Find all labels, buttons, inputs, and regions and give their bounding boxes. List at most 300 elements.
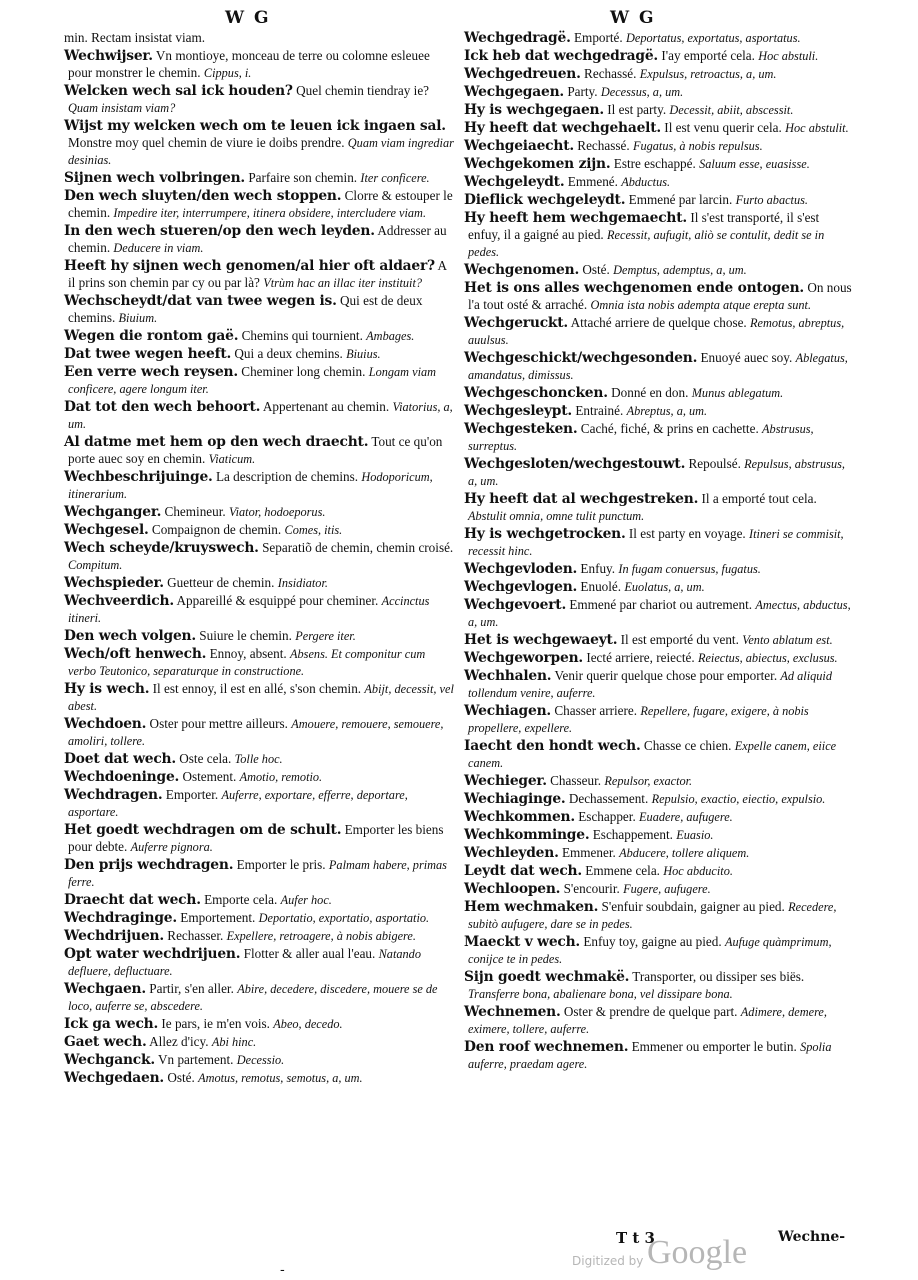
dictionary-entry xyxy=(64,928,454,945)
entry-french: I'ay emporté cela. xyxy=(658,48,759,63)
entry-latin: Repulsus, abstrusus, a, um. xyxy=(468,457,845,488)
entry-latin: Aufuge quàmprimum, conijce te in pedes. xyxy=(468,935,832,966)
entry-french: Appareillé & esquippé pour cheminer. xyxy=(173,593,382,608)
entry-headword: Wechiagen. xyxy=(464,703,552,719)
entry-french: Enfuy. xyxy=(577,561,619,576)
entry-french: Enuolé. xyxy=(577,579,625,594)
dictionary-entry xyxy=(64,170,454,187)
entry-headword: Het is ons alles wechgenomen ende ontogen. xyxy=(464,280,805,296)
dictionary-entry xyxy=(64,1052,454,1069)
entry-latin: Decessit, abiit, abscessit. xyxy=(669,103,794,117)
entry-french: Emporté. xyxy=(570,30,627,45)
entry-latin: Tolle hoc. xyxy=(234,752,283,766)
entry-latin: Abstulit omnia, omne tulit punctum. xyxy=(468,509,645,523)
entry-french: Ennoy, absent. xyxy=(206,646,291,661)
entry-headword: Wechgevoert. xyxy=(464,597,567,613)
entry-french: Partir, s'en aller. xyxy=(145,981,238,996)
entry-french: Eschapper. xyxy=(574,809,640,824)
entry-french: Rechassé. xyxy=(573,138,633,153)
dictionary-entry xyxy=(464,350,854,384)
dictionary-entry xyxy=(464,650,854,667)
entry-latin: Decessio. xyxy=(236,1053,285,1067)
entry-headword: Wechgeschickt/wechgesonden. xyxy=(464,350,698,366)
entry-french: Emporter les biens pour debte. xyxy=(68,822,444,854)
entry-latin: Iter conficere. xyxy=(360,171,430,185)
dictionary-entry xyxy=(64,575,454,592)
entry-french: Il est party. xyxy=(603,102,670,117)
entry-latin: Viaticum. xyxy=(208,452,256,466)
dictionary-entry xyxy=(64,981,454,1015)
entry-french: Emporter. xyxy=(162,787,222,802)
entry-french: Donné en don. xyxy=(607,385,692,400)
entry-latin: Repulsio, exactio, eiectio, expulsio. xyxy=(651,792,826,806)
dictionary-entry xyxy=(464,899,854,933)
dictionary-entry xyxy=(464,881,854,898)
entry-french: min. Rectam insistat viam. xyxy=(64,30,206,45)
dictionary-entry xyxy=(64,787,454,821)
entry-french: Cheminer long chemin. xyxy=(237,364,369,379)
entry-headword: Het goedt wechdragen om de schult. xyxy=(64,822,342,838)
entry-headword: Wechspieder. xyxy=(64,575,164,591)
dictionary-entry xyxy=(464,262,854,279)
entry-headword: Den prijs wechdragen. xyxy=(64,857,234,873)
entry-latin: Euolatus, a, um. xyxy=(624,580,705,594)
entry-french: Allez d'icy. xyxy=(146,1034,212,1049)
entry-headword: Wechgevloden. xyxy=(464,561,578,577)
entry-latin: Fugatus, à nobis repulsus. xyxy=(632,139,763,153)
entry-latin: Recedere, subitò aufugere, dare se in pedes. xyxy=(468,900,837,931)
entry-headword: Wechgeschoncken. xyxy=(464,385,608,401)
entry-french: Osté. xyxy=(579,262,614,277)
entry-french: A il prins son chemin par cy ou par là? xyxy=(68,258,447,290)
dictionary-entry xyxy=(464,809,854,826)
entry-latin: Euasio. xyxy=(676,828,714,842)
entry-french: Ie pars, ie m'en vois. xyxy=(158,1016,274,1031)
entry-latin: Palmam habere, primas ferre. xyxy=(68,858,447,889)
entry-french: Chemineur. xyxy=(161,504,229,519)
dictionary-entry xyxy=(64,118,454,169)
entry-french: Il est emporté du vent. xyxy=(617,632,743,647)
entry-latin: Auferre, exportare, efferre, deportare, asportare. xyxy=(68,788,408,819)
entry-headword: Opt water wechdrijuen. xyxy=(64,946,241,962)
dictionary-entry xyxy=(64,1016,454,1033)
signature-mark: T t 3 xyxy=(616,1229,655,1247)
entry-headword: Iaecht den hondt wech. xyxy=(464,738,641,754)
entry-latin: Spolia auferre, praedam agere. xyxy=(468,1040,832,1071)
dictionary-entry xyxy=(464,210,854,261)
entry-headword: Wechgesel. xyxy=(64,522,149,538)
dictionary-entry xyxy=(464,403,854,420)
entry-latin: Cippus, i. xyxy=(203,66,252,80)
entry-headword: Den roof wechnemen. xyxy=(464,1039,629,1055)
entry-french: Il est ennoy, il est en allé, s'son chemin. xyxy=(149,681,365,696)
entry-french: Rechassé. xyxy=(580,66,640,81)
entry-headword: Wech scheyde/kruyswech. xyxy=(64,540,259,556)
dictionary-entry xyxy=(464,863,854,880)
entry-latin: Abijt, decessit, vel abest. xyxy=(68,682,454,713)
entry-french: Emmene cela. xyxy=(581,863,664,878)
dictionary-entry xyxy=(464,791,854,808)
entry-latin: Abi hinc. xyxy=(211,1035,257,1049)
entry-headword: Wech/oft henwech. xyxy=(64,646,207,662)
entry-headword: Gaet wech. xyxy=(64,1034,147,1050)
entry-french: Chasseur. xyxy=(546,773,605,788)
dictionary-entry xyxy=(64,469,454,503)
dictionary-entry xyxy=(464,102,854,119)
entry-latin: Remotus, abreptus, auulsus. xyxy=(468,316,845,347)
entry-headword: Wechdrijuen. xyxy=(64,928,164,944)
dictionary-entry xyxy=(64,1070,454,1087)
entry-french: Parfaire son chemin. xyxy=(245,170,361,185)
entry-latin: Insidiator. xyxy=(277,576,328,590)
dictionary-entry xyxy=(64,48,454,82)
running-head-left: W G xyxy=(225,8,271,28)
entry-french: Flotter & aller aual l'eau. xyxy=(240,946,379,961)
entry-headword: Wechkommen. xyxy=(464,809,575,825)
entry-headword: Wechdraginge. xyxy=(64,910,177,926)
dictionary-entry xyxy=(464,632,854,649)
entry-headword: Wechgesteken. xyxy=(464,421,578,437)
entry-latin: Auferre pignora. xyxy=(130,840,213,854)
dictionary-entry xyxy=(64,822,454,856)
entry-headword: Wechgesleypt. xyxy=(464,403,573,419)
dictionary-entry xyxy=(64,434,454,468)
entry-headword: Wechhalen. xyxy=(464,668,552,684)
entry-headword: Hy is wechgetrocken. xyxy=(464,526,626,542)
entry-latin: Reiectus, abiectus, exclusus. xyxy=(697,651,838,665)
entry-french: Vn partement. xyxy=(154,1052,237,1067)
entry-headword: Wechiaginge. xyxy=(464,791,566,807)
dictionary-entry xyxy=(64,540,454,574)
entry-headword: Het is wechgewaeyt. xyxy=(464,632,618,648)
entry-headword: Wechdoen. xyxy=(64,716,147,732)
dictionary-entry xyxy=(64,716,454,750)
dictionary-entry xyxy=(64,946,454,980)
entry-latin: Amotus, remotus, semotus, a, um. xyxy=(198,1071,363,1085)
entry-french: Emportement. xyxy=(176,910,259,925)
dictionary-entry xyxy=(464,703,854,737)
entry-headword: Wechloopen. xyxy=(464,881,561,897)
entry-latin: Abductus. xyxy=(621,175,671,189)
entry-french: Party. xyxy=(564,84,601,99)
dictionary-entry xyxy=(64,593,454,627)
entry-headword: Wechgedreuen. xyxy=(464,66,581,82)
dictionary-entry xyxy=(64,892,454,909)
dictionary-entry xyxy=(464,773,854,790)
entry-latin: Munus ablegatum. xyxy=(691,386,784,400)
entry-headword: Wechgevlogen. xyxy=(464,579,578,595)
entry-french: Oster pour mettre ailleurs. xyxy=(146,716,292,731)
entry-headword: Wechgeleydt. xyxy=(464,174,565,190)
entry-french: Repoulsé. xyxy=(685,456,745,471)
entry-latin: Abstrusus, surreptus. xyxy=(468,422,814,453)
entry-headword: Hy is wechgegaen. xyxy=(464,102,604,118)
entry-headword: Wechgenomen. xyxy=(464,262,580,278)
entry-latin: Ablegatus, amandatus, dimissus. xyxy=(468,351,848,382)
entry-french: Addresser au chemin. xyxy=(68,223,447,255)
entry-latin: Fugere, aufugere. xyxy=(623,882,711,896)
dictionary-entry xyxy=(464,456,854,490)
entry-headword: Hy heeft hem wechgemaecht. xyxy=(464,210,688,226)
entry-headword: Wechgedragë. xyxy=(464,30,571,46)
dictionary-entry xyxy=(64,30,454,47)
entry-headword: Hy heeft dat al wechgestreken. xyxy=(464,491,699,507)
entry-french: Attaché arriere de quelque chose. xyxy=(568,315,751,330)
dictionary-entry xyxy=(64,910,454,927)
entry-latin: Itineri se commisit, recessit hinc. xyxy=(468,527,844,558)
dictionary-entry xyxy=(464,526,854,560)
entry-french: Iecté arriere, reiecté. xyxy=(583,650,698,665)
entry-french: Chasser arriere. xyxy=(551,703,641,718)
entry-french: Oste cela. xyxy=(175,751,235,766)
dictionary-entry xyxy=(464,845,854,862)
dictionary-entry xyxy=(64,346,454,363)
entry-headword: Dat twee wegen heeft. xyxy=(64,346,232,362)
entry-headword: Dat tot den wech behoort. xyxy=(64,399,261,415)
entry-headword: Wechgeworpen. xyxy=(464,650,584,666)
dictionary-entry xyxy=(64,223,454,257)
entry-latin: Quam viam ingrediar desinias. xyxy=(68,136,454,167)
entry-french: Emporter le pris. xyxy=(233,857,329,872)
entry-latin: In fugam conuersus, fugatus. xyxy=(618,562,761,576)
catchword: Wechne- xyxy=(778,1229,846,1245)
entry-headword: Wijst my welcken wech om te leuen ick ingaen sal. xyxy=(64,118,446,134)
entry-headword: Wechgedaen. xyxy=(64,1070,165,1086)
entry-headword: Wechganck. xyxy=(64,1052,155,1068)
dictionary-entry xyxy=(464,138,854,155)
entry-french: Vn montioye, monceau de terre ou colomne esleuee pour monstrer le chemin. xyxy=(68,48,430,80)
entry-french: Clorre & estouper le chemin. xyxy=(68,188,453,220)
entry-headword: Een verre wech reysen. xyxy=(64,364,238,380)
entry-latin: Repellere, fugare, exigere, à nobis propellere, expellere. xyxy=(468,704,809,735)
entry-latin: Expulsus, retroactus, a, um. xyxy=(639,67,777,81)
entry-headword: Maeckt v wech. xyxy=(464,934,581,950)
dictionary-entry xyxy=(64,328,454,345)
dictionary-entry xyxy=(64,188,454,222)
entry-french: La description de chemins. xyxy=(212,469,362,484)
dictionary-entry xyxy=(464,597,854,631)
entry-french: Tout ce qu'on porte auec soy en chemin. xyxy=(68,434,443,466)
dictionary-entry xyxy=(464,738,854,772)
entry-latin: Demptus, ademptus, a, um. xyxy=(613,263,747,277)
entry-french: Appertenant au chemin. xyxy=(260,399,393,414)
entry-latin: Viatorius, a, um. xyxy=(68,400,453,431)
entry-french: S'enfuir soubdain, gaigner au pied. xyxy=(598,899,789,914)
entry-french: Transporter, ou dissiper ses biës. xyxy=(629,969,805,984)
entry-headword: Hy heeft dat wechgehaelt. xyxy=(464,120,661,136)
dictionary-entry xyxy=(464,579,854,596)
left-column xyxy=(64,30,454,1088)
entry-latin: Biuius. xyxy=(346,347,381,361)
entry-latin: Biuium. xyxy=(118,311,158,325)
entry-headword: Hem wechmaken. xyxy=(464,899,599,915)
entry-french: Chasse ce chien. xyxy=(640,738,735,753)
entry-latin: Repulsor, exactor. xyxy=(604,774,693,788)
entry-latin: Longam viam conficere, agere longum iter. xyxy=(68,365,437,396)
entry-latin: Comes, itis. xyxy=(284,523,343,537)
entry-latin: Amouere, remouere, semouere, amoliri, tollere. xyxy=(68,717,444,748)
dictionary-entry xyxy=(64,628,454,645)
entry-french: Emmené. xyxy=(564,174,622,189)
running-head-right: W G xyxy=(610,8,656,28)
dictionary-entry xyxy=(464,66,854,83)
entry-latin: Transferre bona, abalienare bona, vel dissipare bona. xyxy=(468,987,733,1001)
dictionary-entry xyxy=(64,399,454,433)
dictionary-entry xyxy=(64,504,454,521)
entry-latin: Omnia ista nobis adempta atque erepta sunt. xyxy=(590,298,812,312)
entry-headword: Wechgeruckt. xyxy=(464,315,569,331)
dictionary-entry xyxy=(64,364,454,398)
entry-french: Osté. xyxy=(164,1070,199,1085)
entry-french: Quel chemin tiendray ie? xyxy=(292,83,430,98)
entry-headword: Wechgaen. xyxy=(64,981,146,997)
entry-french: Dechassement. xyxy=(565,791,652,806)
entry-latin: Abeo, decedo. xyxy=(273,1017,343,1031)
dictionary-entry xyxy=(64,258,454,292)
entry-headword: Wechgegaen. xyxy=(464,84,565,100)
entry-french: S'encourir. xyxy=(560,881,624,896)
entry-latin: Ambages. xyxy=(366,329,415,343)
bottom-mark: - xyxy=(280,1262,285,1278)
entry-headword: Al datme met hem op den wech draecht. xyxy=(64,434,369,450)
entry-french: On nous l'a tout osté & arraché. xyxy=(468,280,852,312)
dictionary-entry xyxy=(464,561,854,578)
entry-french: Oster & prendre de quelque part. xyxy=(560,1004,741,1019)
entry-headword: Sijnen wech volbringen. xyxy=(64,170,246,186)
entry-latin: Deducere in viam. xyxy=(113,241,204,255)
watermark-brand: Google xyxy=(647,1234,748,1271)
entry-headword: Wechieger. xyxy=(464,773,547,789)
entry-french: Emmené par chariot ou autrement. xyxy=(566,597,756,612)
entry-french: Qui a deux chemins. xyxy=(231,346,347,361)
entry-headword: Doet dat wech. xyxy=(64,751,176,767)
entry-latin: Amectus, abductus, a, um. xyxy=(468,598,851,629)
dictionary-entry xyxy=(464,1039,854,1073)
right-column xyxy=(464,30,854,1074)
dictionary-entry xyxy=(464,969,854,1003)
entry-latin: Expelle canem, eiice canem. xyxy=(468,739,837,770)
dictionary-entry xyxy=(464,668,854,702)
entry-latin: Vento ablatum est. xyxy=(742,633,833,647)
entry-french: Il a emporté tout cela. xyxy=(698,491,817,506)
entry-french: Emporte cela. xyxy=(200,892,281,907)
entry-headword: Wechdragen. xyxy=(64,787,163,803)
entry-headword: Draecht dat wech. xyxy=(64,892,201,908)
entry-headword: Den wech volgen. xyxy=(64,628,196,644)
entry-french: Separatiõ de chemin, chemin croisé. xyxy=(258,540,454,555)
entry-french: Entrainé. xyxy=(572,403,627,418)
entry-headword: Ick heb dat wechgedragë. xyxy=(464,48,659,64)
entry-french: Emmener ou emporter le butin. xyxy=(628,1039,801,1054)
dictionary-entry xyxy=(464,421,854,455)
entry-latin: Adimere, demere, eximere, tollere, auferre. xyxy=(468,1005,827,1036)
entry-french: Enfuy toy, gaigne au pied. xyxy=(580,934,725,949)
watermark-prefix: Digitized by xyxy=(572,1254,644,1268)
entry-french: Suiure le chemin. xyxy=(196,628,296,643)
entry-latin: Aufer hoc. xyxy=(280,893,332,907)
dictionary-entry xyxy=(464,315,854,349)
entry-headword: Wechbeschrijuinge. xyxy=(64,469,213,485)
entry-latin: Ad aliquid tollendum venire, auferre. xyxy=(468,669,832,700)
entry-latin: Impedire iter, interrumpere, itinera obsidere, intercludere viam. xyxy=(113,206,427,220)
entry-headword: Wechdoeninge. xyxy=(64,769,180,785)
entry-latin: Natando defluere, defluctuare. xyxy=(68,947,421,978)
entry-headword: Heeft hy sijnen wech genomen/al hier oft aldaer? xyxy=(64,258,435,274)
entry-headword: Wechveerdich. xyxy=(64,593,174,609)
dictionary-entry xyxy=(464,1004,854,1038)
entry-french: Rechasser. xyxy=(163,928,227,943)
dictionary-entry xyxy=(64,1034,454,1051)
entry-french: Eschappement. xyxy=(589,827,677,842)
entry-headword: Wechgekomen zijn. xyxy=(464,156,611,172)
dictionary-entry xyxy=(464,84,854,101)
dictionary-entry xyxy=(464,192,854,209)
entry-latin: Viator, hodoeporus. xyxy=(229,505,326,519)
entry-headword: Wechwijser. xyxy=(64,48,153,64)
entry-latin: Hodoporicum, itinerarium. xyxy=(68,470,433,501)
dictionary-entry xyxy=(464,156,854,173)
entry-latin: Quam insistam viam? xyxy=(68,101,176,115)
dictionary-entry xyxy=(464,491,854,525)
entry-french: Emmené par larcin. xyxy=(625,192,736,207)
dictionary-entry xyxy=(64,83,454,117)
entry-french: Qui est de deux chemins. xyxy=(68,293,423,325)
dictionary-entry xyxy=(64,522,454,539)
entry-latin: Euadere, aufugere. xyxy=(639,810,733,824)
entry-headword: Wechgeiaecht. xyxy=(464,138,574,154)
entry-headword: Wechnemen. xyxy=(464,1004,561,1020)
entry-latin: Saluum esse, euasisse. xyxy=(699,157,810,171)
dictionary-entry xyxy=(64,681,454,715)
entry-french: Estre eschappé. xyxy=(610,156,700,171)
entry-french: Guetteur de chemin. xyxy=(163,575,278,590)
entry-headword: Dieflick wechgeleydt. xyxy=(464,192,626,208)
entry-headword: Sijn goedt wechmakë. xyxy=(464,969,630,985)
entry-latin: Decessus, a, um. xyxy=(600,85,684,99)
dictionary-entry xyxy=(64,857,454,891)
entry-latin: Amotio, remotio. xyxy=(239,770,323,784)
entry-french: Il est party en voyage. xyxy=(625,526,750,541)
dictionary-entry xyxy=(464,120,854,137)
dictionary-entry xyxy=(64,646,454,680)
entry-headword: Wegen die rontom gaë. xyxy=(64,328,239,344)
entry-latin: Recessit, aufugit, aliò se contulit, dedit se in pedes. xyxy=(468,228,825,259)
entry-french: Il s'est transporté, il s'est enfuy, il a gaigné au pied. xyxy=(468,210,820,242)
entry-french: Venir querir quelque chose pour emporter. xyxy=(551,668,781,683)
entry-french: Il est venu querir cela. xyxy=(661,120,786,135)
entry-headword: Wechscheydt/dat van twee wegen is. xyxy=(64,293,337,309)
entry-latin: Deportatus, exportatus, asportatus. xyxy=(626,31,801,45)
entry-latin: Hoc abstulit. xyxy=(785,121,849,135)
dictionary-entry xyxy=(64,751,454,768)
entry-latin: Absens. Et componitur cum verbo Teutonico, separaturque in constructione. xyxy=(68,647,426,678)
entry-latin: Vtrùm hac an illac iter instituit? xyxy=(263,276,423,290)
entry-french: Chemins qui tournient. xyxy=(238,328,367,343)
entry-latin: Hoc abstuli. xyxy=(758,49,819,63)
dictionary-entry xyxy=(464,385,854,402)
entry-french: Monstre moy quel chemin de viure ie doibs prendre. xyxy=(68,135,348,150)
entry-latin: Pergere iter. xyxy=(295,629,356,643)
entry-latin: Compitum. xyxy=(68,558,123,572)
entry-french: Ostement. xyxy=(179,769,240,784)
entry-latin: Abreptus, a, um. xyxy=(626,404,708,418)
dictionary-entry xyxy=(464,48,854,65)
entry-headword: Wechleyden. xyxy=(464,845,559,861)
entry-headword: Welcken wech sal ick houden? xyxy=(64,83,293,99)
entry-headword: Den wech sluyten/den wech stoppen. xyxy=(64,188,342,204)
entry-headword: Leydt dat wech. xyxy=(464,863,582,879)
entry-headword: In den wech stueren/op den wech leyden. xyxy=(64,223,375,239)
